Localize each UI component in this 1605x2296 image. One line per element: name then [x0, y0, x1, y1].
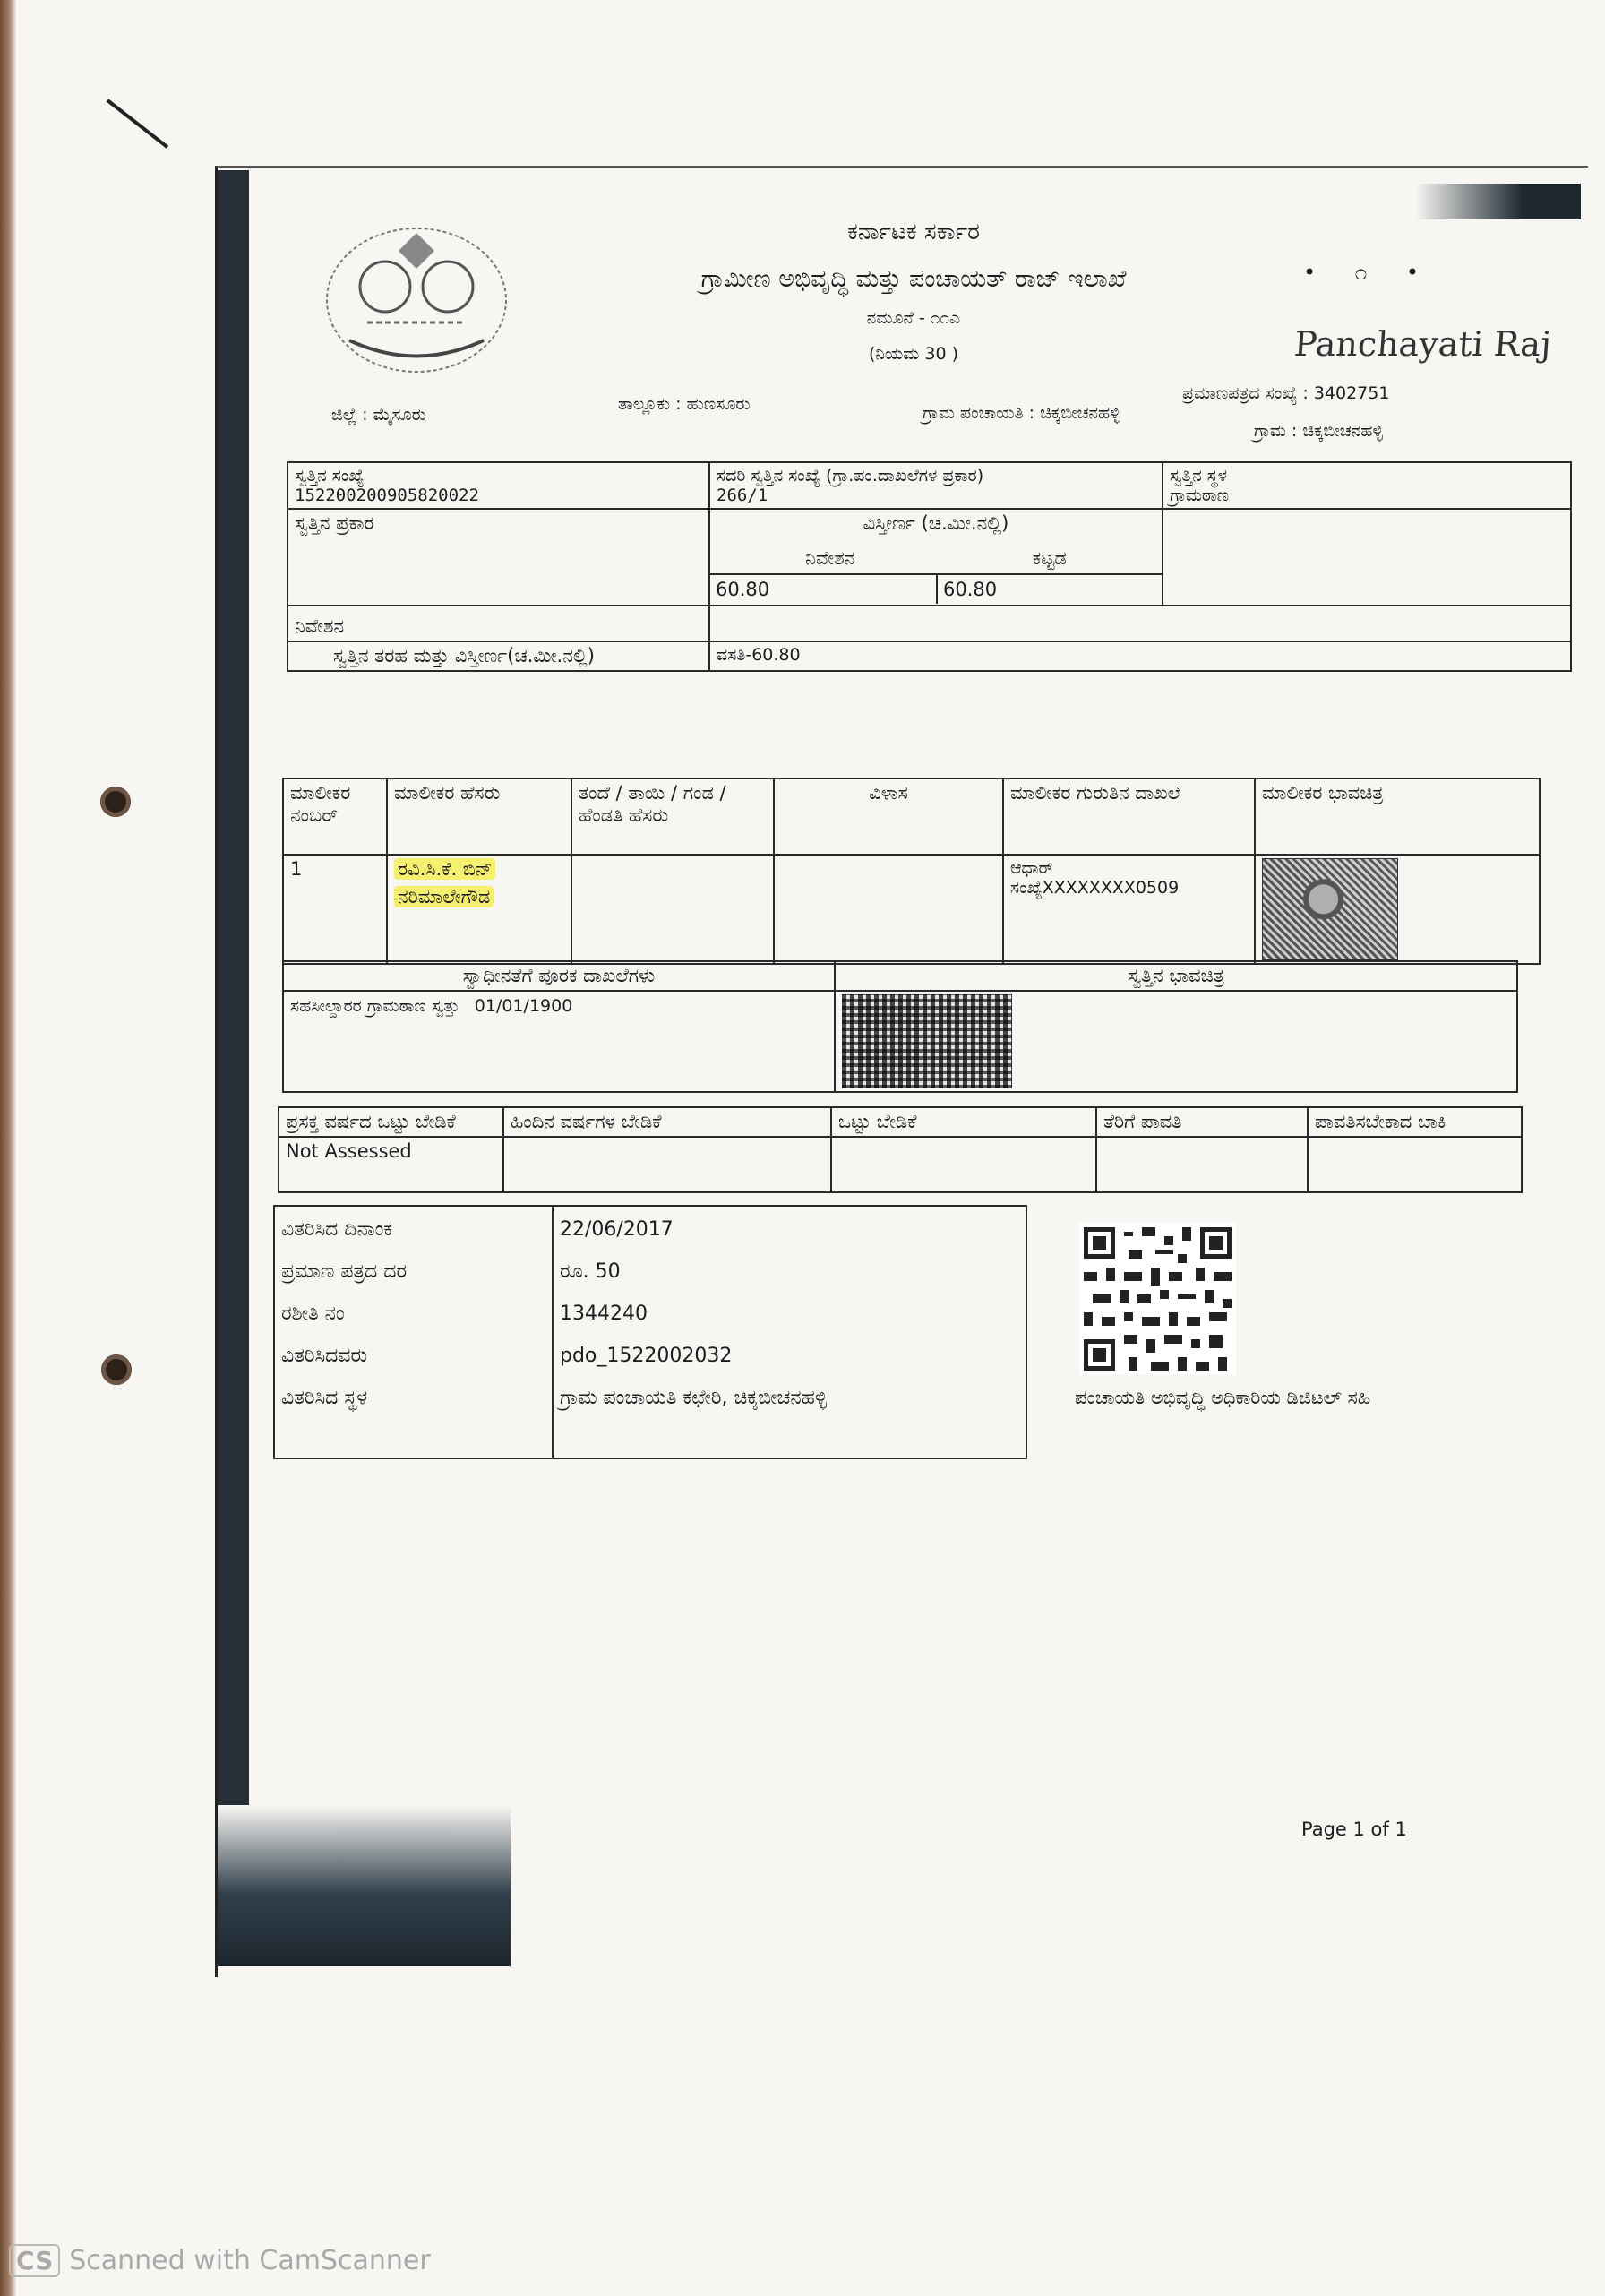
owner-name-line2: ನರಿಮಾಲೇಗೌಡ: [394, 886, 494, 907]
rule-number: (ನಿಯಮ 30 ): [868, 344, 959, 364]
camscanner-logo: CS: [9, 2244, 60, 2277]
owner-photo: [1262, 858, 1398, 960]
issue-fee-label: ಪ್ರಮಾಣ ಪತ್ರದ ದರ: [281, 1260, 408, 1283]
gram-panchayat: ಗ್ರಾಮ ಪಂಚಾಯತಿ : ಚಿಕ್ಕಬೀಚನಹಳ್ಳಿ: [923, 403, 1120, 423]
owner-row: [283, 855, 1540, 964]
owner-number-header: ಮಾಲೀಕರ ನಂಬರ್: [283, 778, 387, 855]
govt-title: ಕರ್ನಾಟಕ ಸರ್ಕಾರ: [847, 219, 980, 245]
property-photo: [842, 994, 1012, 1088]
punch-hole-bottom: [101, 1354, 132, 1385]
site-area-value: 60.80: [710, 575, 938, 604]
issue-by-label: ವಿತರಿಸಿದವರು: [281, 1345, 368, 1367]
owner-name-cell: [387, 855, 571, 964]
camscanner-watermark: [9, 2244, 431, 2277]
punch-hole-top: [100, 787, 131, 817]
panchayati-raj-logo: Panchayati Raj: [1292, 324, 1553, 364]
issue-place-label: ವಿತರಿಸಿದ ಸ್ಥಳ: [281, 1387, 368, 1409]
class-value: ವಸತಿ-60.80: [709, 641, 1571, 671]
form-number: ನಮೂನೆ - ೧೧ಎ: [866, 308, 961, 328]
old-id-label: ಸದರಿ ಸ್ವತ್ತಿನ ಸಂಖ್ಯೆ (ಗ್ರಾ.ಪಂ.ದಾಖಲೆಗಳ ಪ್ರಕಾರ): [717, 466, 984, 486]
district: ಜಿಲ್ಲೆ : ಮೈಸೂರು: [331, 405, 426, 425]
class-label: ಸ್ವತ್ತಿನ ತರಹ ಮತ್ತು ವಿಸ್ತೀರ್ಣ(ಚ.ಮೀ.ನಲ್ಲಿ): [288, 641, 709, 671]
issue-date-label: ವಿತರಿಸಿದ ದಿನಾಂಕ: [281, 1218, 393, 1241]
department-title: ಗ್ರಾಮೀಣ ಅಭಿವೃದ್ಧಿ ಮತ್ತು ಪಂಚಾಯತ್ ರಾಜ್ ಇಲಾಖೆ: [700, 265, 1127, 293]
old-id-value: 266/1: [717, 486, 768, 505]
issue-date-value: 22/06/2017: [560, 1218, 674, 1241]
tax-arrears-value: [1308, 1137, 1522, 1192]
owner-address-header: ವಿಳಾಸ: [774, 778, 1003, 855]
owner-id-value: ಸಂಖ್ಯೆXXXXXXXX0509: [1010, 878, 1180, 898]
issue-place-value: ಗ್ರಾಮ ಪಂಚಾಯತಿ ಕಛೇರಿ, ಚಿಕ್ಕಬೀಚನಹಳ್ಳಿ: [560, 1387, 828, 1409]
area-values-cell: [709, 574, 1163, 606]
issue-fee-value: ರೂ. 50: [560, 1260, 621, 1283]
pen-mark: [107, 99, 168, 148]
property-id-label: ಸ್ವತ್ತಿನ ಸಂಖ್ಯೆ: [295, 466, 365, 486]
owner-relation: [571, 855, 774, 964]
ownership-docs-table: [282, 960, 1518, 1093]
binder-edge: [0, 0, 16, 2296]
owner-relation-header: ತಂದೆ / ತಾಯಿ / ಗಂಡ / ಹೆಂಡತಿ ಹೆಸರು: [571, 778, 774, 855]
issue-receipt-value: 1344240: [560, 1303, 648, 1325]
digital-signature-qr-icon: [1079, 1223, 1236, 1375]
tax-paid-value: [1096, 1137, 1308, 1192]
logo-dots: • ೧ •: [1303, 260, 1436, 285]
tax-total-header: ಒಟ್ಟು ಬೇಡಿಕೆ: [831, 1107, 1096, 1137]
owner-id-cell: [1003, 855, 1255, 964]
karnataka-emblem-icon: [313, 215, 519, 385]
location-label: ಸ್ವತ್ತಿನ ಸ್ಥಳ: [1170, 466, 1228, 486]
site-label: ನಿವೇಶನ: [805, 547, 855, 569]
issue-values: [553, 1206, 1026, 1458]
owner-photo-header: ಮಾಲೀಕರ ಭಾವಚಿತ್ರ: [1255, 778, 1540, 855]
taluk: ತಾಲ್ಲೂಕು : ಹುಣಸೂರು: [618, 394, 751, 414]
tax-previous-value: [503, 1137, 831, 1192]
tax-current-value: Not Assessed: [279, 1137, 503, 1192]
owner-id-type: ಆಧಾರ್: [1010, 858, 1053, 878]
owner-address: [774, 855, 1003, 964]
property-table: [287, 461, 1572, 672]
location-value: ಗ್ರಾಮಠಾಣ: [1170, 486, 1230, 505]
area-label: ವಿಸ್ತೀರ್ಣ (ಚ.ಮೀ.ನಲ್ಲಿ): [863, 512, 1009, 534]
owner-id-header: ಮಾಲೀಕರ ಗುರುತಿನ ದಾಖಲೆ: [1003, 778, 1255, 855]
old-id-cell: [709, 462, 1163, 509]
type-label: ಸ್ವತ್ತಿನ ಪ್ರಕಾರ: [288, 509, 709, 606]
owner-number: 1: [283, 855, 387, 964]
tax-arrears-header: ಪಾವತಿಸಬೇಕಾದ ಬಾಕಿ: [1308, 1107, 1522, 1137]
owner-photo-cell: [1255, 855, 1540, 964]
row-blank: [709, 606, 1571, 641]
property-id-cell: [288, 462, 709, 509]
village: ಗ್ರಾಮ : ಚಿಕ್ಕಬೀಚನಹಳ್ಳಿ: [1254, 421, 1383, 441]
property-id-value: 152200200905820022: [295, 486, 479, 505]
tax-table: [278, 1106, 1523, 1193]
ownership-entry-cell: [283, 991, 835, 1092]
property-photo-label: ಸ್ವತ್ತಿನ ಭಾವಚಿತ್ರ: [835, 961, 1517, 991]
blank-cell: [1163, 509, 1571, 606]
tax-current-header: ಪ್ರಸಕ್ತ ವರ್ಷದ ಒಟ್ಟು ಬೇಡಿಕೆ: [279, 1107, 503, 1137]
building-label: ಕಟ್ಟಡ: [1032, 547, 1067, 569]
digital-signature-label: ಪಂಚಾಯತಿ ಅಭಿವೃದ್ಧಿ ಅಧಿಕಾರಿಯ ಡಿಜಿಟಲ್ ಸಹಿ: [1075, 1387, 1371, 1408]
owner-name-header: ಮಾಲೀಕರ ಹೆಸರು: [387, 778, 571, 855]
tax-total-value: [831, 1137, 1096, 1192]
property-photo-cell: [835, 991, 1517, 1092]
location-cell: [1163, 462, 1571, 509]
owner-name-line1: ರವಿ.ಸಿ.ಕೆ. ಬಿನ್: [394, 858, 495, 880]
camscanner-text: Scanned with CamScanner: [69, 2245, 431, 2276]
ownership-entry-date: 01/01/1900: [474, 996, 573, 1016]
issue-by-value: pdo_1522002032: [560, 1345, 733, 1367]
issue-labels: [274, 1206, 553, 1458]
issue-receipt-label: ರಶೀತಿ ನಂ: [281, 1303, 345, 1325]
tax-previous-header: ಹಿಂದಿನ ವರ್ಷಗಳ ಬೇಡಿಕೆ: [503, 1107, 831, 1137]
issue-table: [273, 1205, 1027, 1459]
row-label: ನಿವೇಶನ: [288, 606, 709, 641]
page-number: Page 1 of 1: [1301, 1819, 1407, 1840]
ownership-docs-label: ಸ್ವಾಧೀನತೆಗೆ ಪೂರಕ ದಾಖಲೆಗಳು: [283, 961, 835, 991]
area-header-cell: [709, 509, 1163, 574]
certificate-number: ಪ್ರಮಾಣಪತ್ರದ ಸಂಖ್ಯೆ : 3402751: [1182, 383, 1390, 403]
building-area-value: 60.80: [943, 579, 998, 601]
ownership-entry-label: ಸಹಸೀಲ್ದಾರರ ಗ್ರಾಮಠಾಣ ಸ್ವತ್ತು: [290, 996, 460, 1016]
owner-table: [282, 778, 1541, 965]
tax-paid-header: ತೆರಿಗೆ ಪಾವತಿ: [1096, 1107, 1308, 1137]
